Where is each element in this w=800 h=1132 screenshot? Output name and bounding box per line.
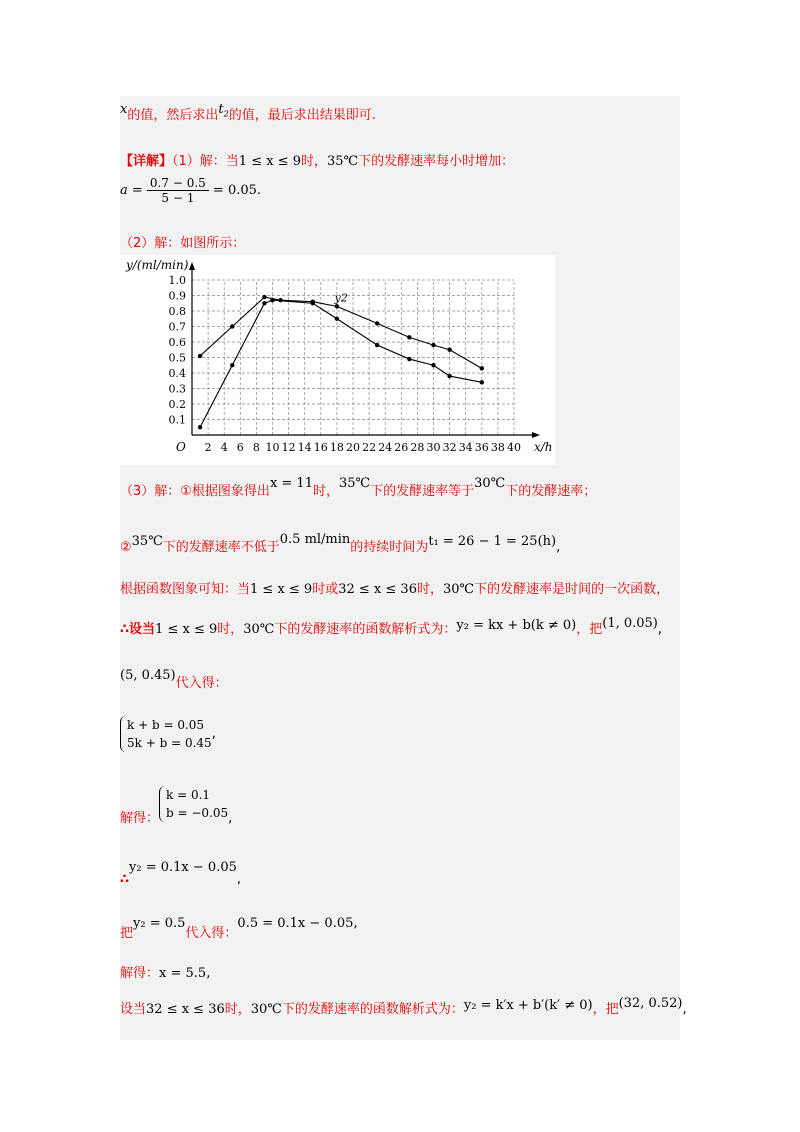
fermentation-rate-chart xyxy=(120,255,555,465)
math-temp: 30℃ xyxy=(250,1002,282,1017)
data-point xyxy=(447,348,451,352)
y-tick-label: 0.5 xyxy=(168,351,186,365)
text-line-4: （2）解：如图所示： xyxy=(120,236,246,251)
math-temp: 30℃ xyxy=(243,622,275,637)
equation-system xyxy=(120,716,212,752)
text: , xyxy=(556,540,561,555)
data-point xyxy=(230,363,234,367)
math-x: x = 5.5 xyxy=(159,966,207,981)
text-line-7 xyxy=(120,578,669,597)
math-y2: y₂ = 0.5 xyxy=(133,916,186,931)
y-tick-label: 0.9 xyxy=(168,289,186,303)
text: , xyxy=(353,916,358,931)
x-tick-label: 2 xyxy=(204,441,212,454)
text-line-13 xyxy=(120,912,358,941)
data-point xyxy=(198,425,202,429)
math-range: 1 ≤ x ≤ 9 xyxy=(155,622,218,637)
y-axis-label: y/(ml/min) xyxy=(126,258,189,272)
text: 的值，然后求出 xyxy=(127,108,219,123)
x-tick-label: 24 xyxy=(378,441,393,454)
x-tick-label: 30 xyxy=(426,441,441,454)
t-symbol: t xyxy=(218,102,224,117)
text: , xyxy=(228,810,233,826)
data-point xyxy=(230,324,234,328)
equation-system xyxy=(159,786,228,822)
text: ，把 xyxy=(576,622,603,637)
text: , xyxy=(211,726,216,742)
text-line-6 xyxy=(120,532,561,555)
y-tick-label: 0.2 xyxy=(168,398,186,411)
math-temp: 35℃ xyxy=(327,154,359,169)
x-tick-label: 16 xyxy=(313,441,328,454)
equation-row: k + b = 0.05 xyxy=(127,718,205,732)
math-duration: t₁ = 26 − 1 = 25(h) xyxy=(428,534,557,549)
text: 时， xyxy=(217,622,244,637)
text: 下的发酵速率的函数解析式为： xyxy=(274,622,457,637)
detail-label: 【详解】 xyxy=(120,154,173,169)
data-point xyxy=(407,357,411,361)
text: ② xyxy=(120,540,132,555)
data-point xyxy=(262,295,266,299)
x-tick-label: 26 xyxy=(394,441,409,454)
text-line-15 xyxy=(120,998,687,1017)
x-tick-label: 36 xyxy=(474,441,489,454)
math-x11: x = 11 xyxy=(269,476,313,491)
y-tick-label: 0.6 xyxy=(168,336,186,349)
x-axis-arrow xyxy=(532,432,540,438)
text: 根据函数图象可知：当 xyxy=(120,582,251,597)
text-line-11 xyxy=(120,786,233,826)
math-t2 xyxy=(218,102,228,117)
text: 解得： xyxy=(120,966,160,981)
text: 下的发酵速率等于 xyxy=(370,484,475,499)
data-point xyxy=(431,343,435,347)
y-axis-arrow xyxy=(189,262,195,270)
x-tick-label: 32 xyxy=(442,441,457,454)
math-point: (1, 0.05) xyxy=(602,616,658,631)
data-point xyxy=(407,335,411,339)
series-line-2 xyxy=(200,300,482,427)
x-tick-label: 40 xyxy=(507,441,521,454)
y-tick-label: 0.7 xyxy=(168,320,186,334)
text: 解得： xyxy=(120,810,160,826)
equation-row: k = 0.1 xyxy=(166,788,211,802)
y-tick-label: 0.3 xyxy=(168,382,186,396)
math-rate: 0.5 ml/min xyxy=(279,532,351,547)
text-line-14 xyxy=(120,962,210,981)
x-tick-label: 34 xyxy=(458,441,473,454)
text: 时， xyxy=(301,154,328,169)
text: ，把 xyxy=(592,1002,619,1017)
x-tick-label: 12 xyxy=(281,441,296,454)
x-tick-label: 22 xyxy=(362,441,377,454)
text: 时， xyxy=(416,582,443,597)
math-temp: 35℃ xyxy=(338,476,371,491)
x-tick-label: 18 xyxy=(329,441,344,454)
chart-container xyxy=(120,255,555,465)
math-point: (5, 0.45) xyxy=(120,668,176,683)
text: , xyxy=(657,622,663,637)
x-tick-label: 14 xyxy=(297,441,312,454)
text: 把 xyxy=(120,926,134,941)
text: 时或 xyxy=(312,582,339,597)
data-point xyxy=(198,354,202,358)
text: ∴ xyxy=(120,872,130,887)
denominator: 5 − 1 xyxy=(161,191,195,205)
text: 下的发酵速率不低于 xyxy=(162,540,280,555)
math-temp: 35℃ xyxy=(131,534,163,549)
text-line-3 xyxy=(120,176,261,205)
text: 下的发酵速率是时间的一次函数， xyxy=(474,582,670,597)
x-tick-label: 8 xyxy=(252,441,260,454)
math-function: y₂ = kx + b(k ≠ 0) xyxy=(456,618,577,633)
text: 的持续时间为 xyxy=(350,540,429,555)
text: , xyxy=(236,872,242,887)
text-line-2 xyxy=(120,150,514,169)
text: （3）解：①根据图象得出 xyxy=(120,484,270,499)
data-point xyxy=(480,366,484,370)
text: 代入得： xyxy=(175,676,228,691)
series-label-y2: y2 xyxy=(334,291,348,305)
text-line-12 xyxy=(120,860,242,887)
data-point xyxy=(335,317,339,321)
data-point xyxy=(375,321,379,325)
x-tick-label: 38 xyxy=(490,441,505,454)
text: 下的发酵速率的函数解析式为： xyxy=(281,1002,464,1017)
math-range: 32 ≤ x ≤ 36 xyxy=(338,582,417,597)
text-line-10 xyxy=(120,716,216,752)
data-point xyxy=(270,298,274,302)
text-line-1 xyxy=(120,104,376,125)
math-a: a = xyxy=(120,183,143,198)
data-point xyxy=(375,343,379,347)
math-temp: 30℃ xyxy=(474,476,506,491)
y-tick-label: 1.0 xyxy=(168,274,186,287)
text: , xyxy=(682,1002,687,1017)
data-point xyxy=(311,301,315,305)
math-range: 32 ≤ x ≤ 36 xyxy=(146,1002,225,1017)
fraction xyxy=(147,176,209,205)
data-point xyxy=(431,363,435,367)
x-tick-label: 4 xyxy=(220,441,228,454)
data-point xyxy=(262,301,266,305)
text: , xyxy=(206,966,211,981)
equation-row: 5k + b = 0.45 xyxy=(127,736,212,750)
data-point xyxy=(480,380,484,384)
text: 下的发酵速率每小时增加： xyxy=(358,154,515,169)
text-line-9 xyxy=(120,668,228,691)
text: 时， xyxy=(312,484,339,499)
y-tick-label: 0.1 xyxy=(168,413,186,427)
math-point: (32, 0.52) xyxy=(618,996,683,1011)
math-range: 1 ≤ x ≤ 9 xyxy=(250,582,313,597)
text: 下的发酵速率； xyxy=(505,484,597,499)
x-tick-label: 28 xyxy=(410,441,425,454)
text: ∴设当 xyxy=(120,622,156,637)
math-range: 1 ≤ x ≤ 9 xyxy=(238,154,301,169)
equation-row: b = −0.05 xyxy=(166,806,229,820)
x-tick-label: 6 xyxy=(236,441,244,454)
text-line-8 xyxy=(120,618,662,637)
math-equation: 0.5 = 0.1x − 0.05 xyxy=(237,916,354,931)
text: （1）解：当 xyxy=(172,154,239,169)
data-point xyxy=(335,304,339,308)
text: 设当 xyxy=(120,1002,147,1017)
math-function: y₂ = k′x + b′(k′ ≠ 0) xyxy=(463,998,593,1013)
math-function: y₂ = 0.1x − 0.05 xyxy=(129,860,237,875)
text-line-5 xyxy=(120,476,597,499)
text: 的值，最后求出结果即可. xyxy=(228,108,376,123)
x-axis-label: x/h xyxy=(534,440,553,454)
origin-label: O xyxy=(176,440,186,454)
data-point xyxy=(447,374,451,378)
numerator: 0.7 − 0.5 xyxy=(147,176,209,191)
y-tick-label: 0.8 xyxy=(168,305,186,318)
math-x: x xyxy=(120,102,128,117)
x-tick-label: 10 xyxy=(265,441,280,454)
subscript: 2 xyxy=(223,109,229,119)
text: . xyxy=(256,183,262,198)
math-result: = 0.05 xyxy=(212,183,257,198)
y-tick-label: 0.4 xyxy=(168,367,186,380)
x-tick-label: 20 xyxy=(346,441,360,454)
text: 代入得： xyxy=(185,926,238,941)
text: 时， xyxy=(224,1002,251,1017)
math-temp: 30℃ xyxy=(442,582,475,597)
